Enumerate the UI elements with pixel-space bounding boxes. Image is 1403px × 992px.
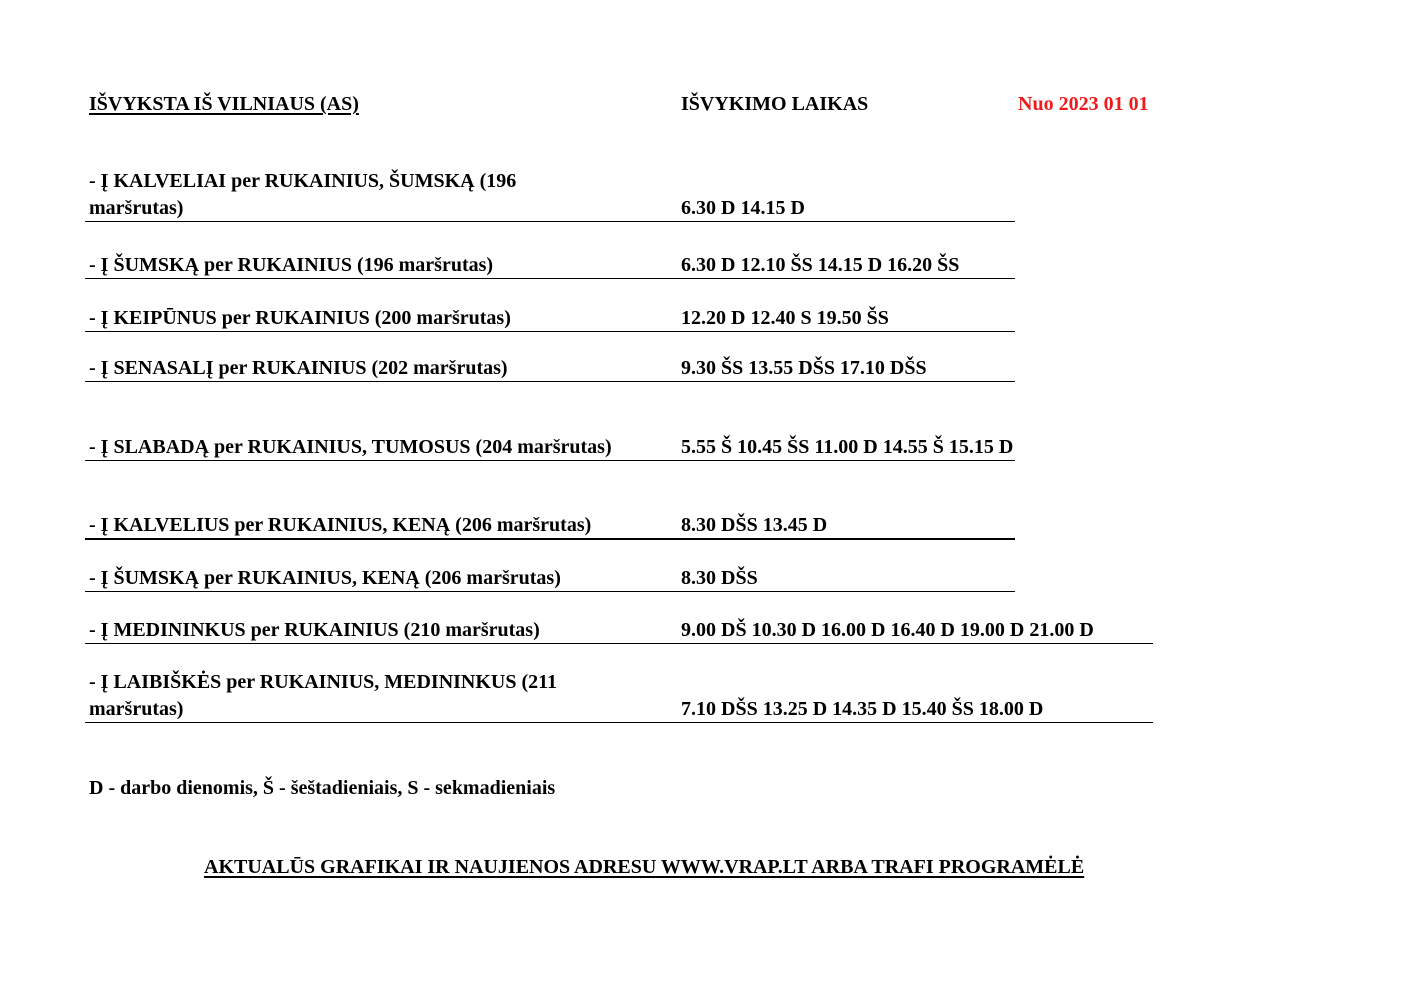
row-divider: [85, 381, 1015, 382]
route-destination-204: - Į SLABADĄ per RUKAINIUS, TUMOSUS (204 maršrutas): [89, 436, 612, 458]
departure-time-heading: IŠVYKIMO LAIKAS: [681, 93, 869, 115]
row-divider: [85, 331, 1015, 332]
route-times-196-kalveliai: 6.30 D 14.15 D: [681, 197, 805, 219]
route-destination-196-sumska: - Į ŠUMSKĄ per RUKAINIUS (196 maršrutas): [89, 254, 494, 276]
route-destination-196-kalveliai: - Į KALVELIAI per RUKAINIUS, ŠUMSKĄ (196: [89, 170, 517, 192]
route-destination-206-kalvelius: - Į KALVELIUS per RUKAINIUS, KENĄ (206 maršrutas): [89, 514, 592, 536]
row-divider: [85, 278, 1015, 279]
route-destination-202: - Į SENASALĮ per RUKAINIUS (202 maršrutas): [89, 357, 508, 379]
legend-text: D - darbo dienomis, Š - šeštadieniais, S - sekmadieniais: [89, 777, 556, 799]
row-divider: [85, 538, 1015, 540]
route-times-210: 9.00 DŠ 10.30 D 16.00 D 16.40 D 19.00 D 21.00 D: [681, 619, 1094, 641]
route-destination-206-sumska: - Į ŠUMSKĄ per RUKAINIUS, KENĄ (206 maršrutas): [89, 567, 561, 589]
row-divider: [85, 460, 1015, 461]
route-destination-210: - Į MEDININKUS per RUKAINIUS (210 maršrutas): [89, 619, 540, 641]
route-destination-196-kalveliai-cont: maršrutas): [89, 197, 184, 219]
row-divider: [85, 643, 1153, 644]
departs-from-heading: IŠVYKSTA IŠ VILNIAUS (AS): [89, 93, 359, 115]
route-times-200: 12.20 D 12.40 S 19.50 ŠS: [681, 307, 889, 329]
route-destination-211-cont: maršrutas): [89, 698, 184, 720]
route-times-206-sumska: 8.30 DŠS: [681, 567, 758, 589]
route-times-206-kalvelius: 8.30 DŠS 13.45 D: [681, 514, 828, 536]
route-times-202: 9.30 ŠS 13.55 DŠS 17.10 DŠS: [681, 357, 927, 379]
footer-notice: AKTUALŪS GRAFIKAI IR NAUJIENOS ADRESU WWW.VRAP.LT ARBA TRAFI PROGRAMĖLĖ: [204, 856, 1085, 878]
row-divider: [85, 722, 1153, 723]
route-times-196-sumska: 6.30 D 12.10 ŠS 14.15 D 16.20 ŠS: [681, 254, 960, 276]
route-times-204: 5.55 Š 10.45 ŠS 11.00 D 14.55 Š 15.15 D: [681, 436, 1014, 458]
route-destination-200: - Į KEIPŪNUS per RUKAINIUS (200 maršrutas): [89, 307, 511, 329]
row-divider: [85, 221, 1015, 222]
route-times-211: 7.10 DŠS 13.25 D 14.35 D 15.40 ŠS 18.00 D: [681, 698, 1044, 720]
valid-from-date: Nuo 2023 01 01: [1018, 93, 1149, 115]
row-divider: [85, 591, 1015, 592]
route-destination-211: - Į LAIBIŠKĖS per RUKAINIUS, MEDININKUS (211: [89, 671, 558, 693]
